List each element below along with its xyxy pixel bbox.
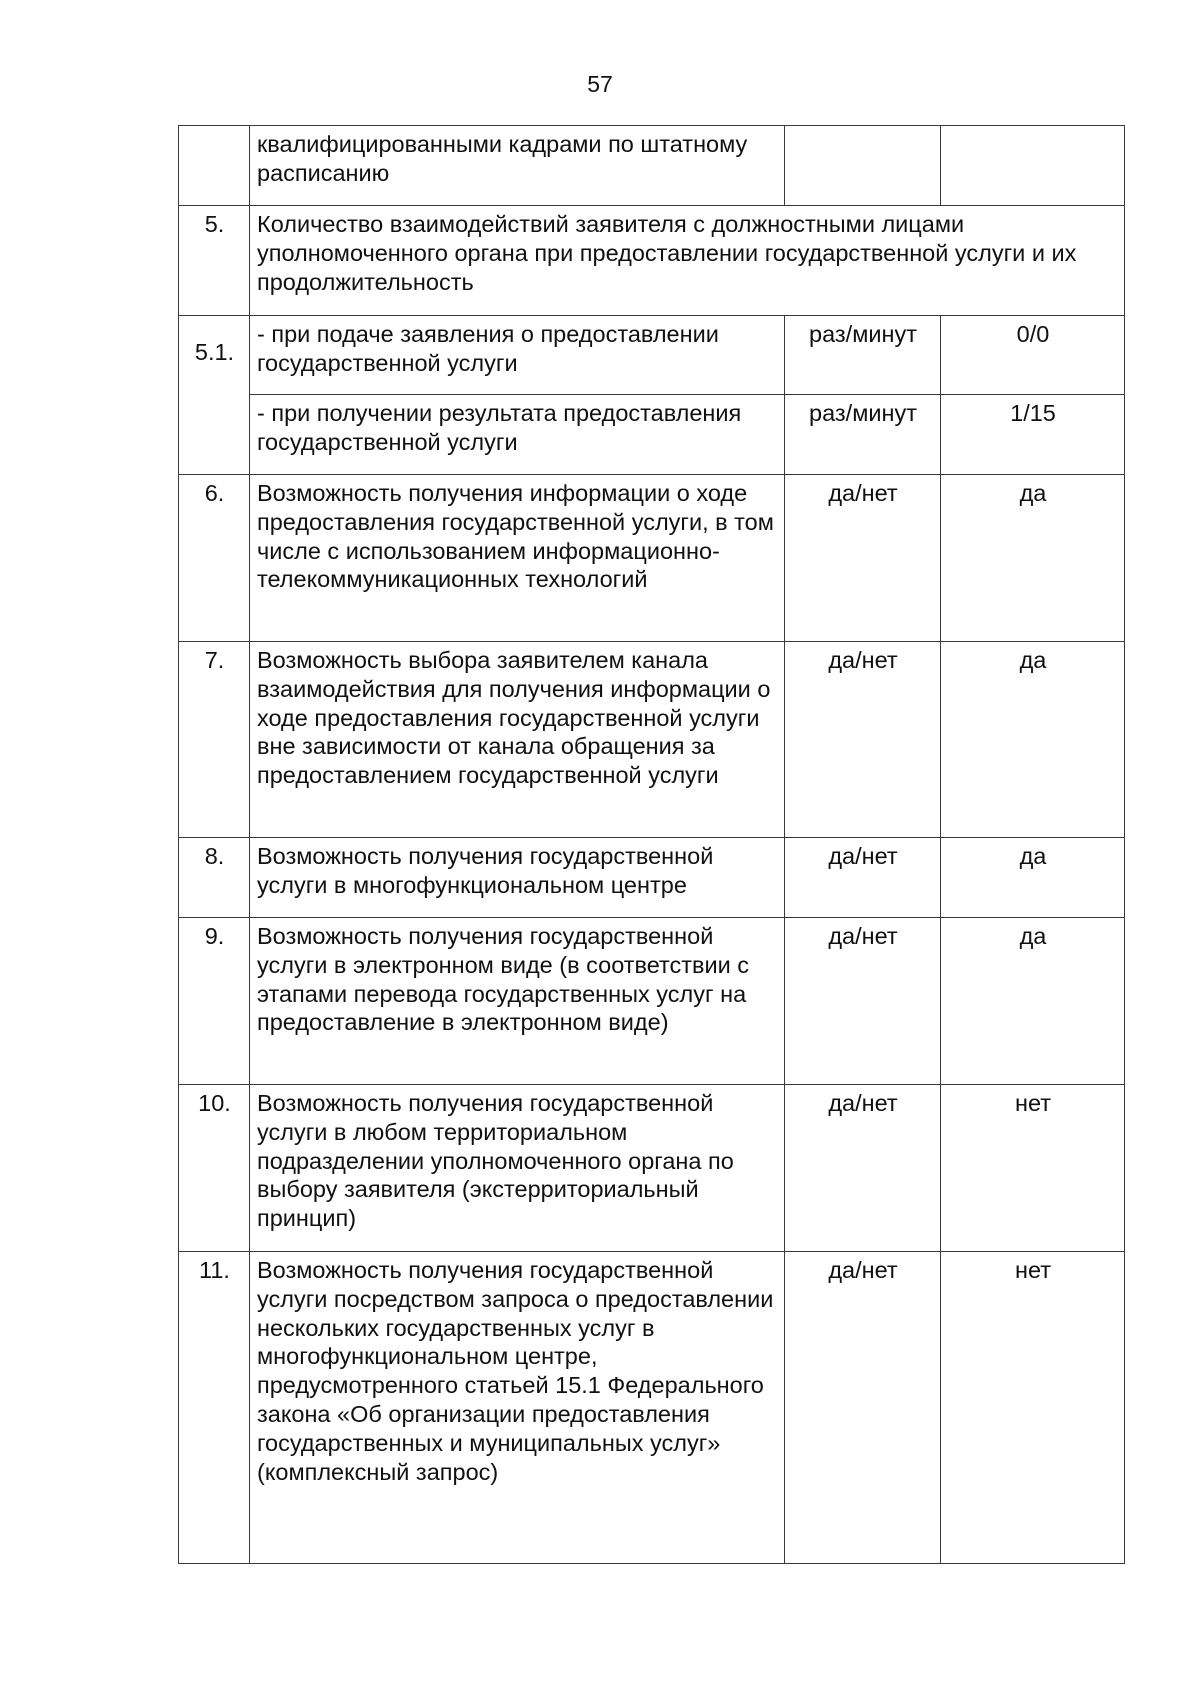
table-row — [179, 642, 1125, 838]
value-cell: нет — [941, 1252, 1125, 1564]
unit-cell: да/нет — [785, 1085, 941, 1252]
row-number: 5.1. — [179, 316, 250, 475]
unit-cell: да/нет — [785, 642, 941, 838]
table-row — [179, 918, 1125, 1085]
value-cell: да — [941, 475, 1125, 642]
row-number: 9. — [179, 918, 250, 1085]
table-row — [179, 206, 1125, 316]
table-row — [179, 316, 1125, 395]
row-number: 5. — [179, 206, 250, 316]
row-number: 10. — [179, 1085, 250, 1252]
indicator-text: Возможность получения государственной услуги в многофункциональном центре — [250, 838, 785, 918]
indicator-text: Возможность получения государственной услуги в электронном виде (в соответствии с этапами перевода государственных услуг на предоставление в электронном виде) — [250, 918, 785, 1085]
value-cell — [941, 126, 1125, 206]
unit-cell: да/нет — [785, 918, 941, 1085]
row-number: 6. — [179, 475, 250, 642]
indicator-text: Возможность получения государственной услуги посредством запроса о предоставлении нескольких государственных услуг в многофункциональном центре, предусмотренного статьей 15.1 Федерального закона «Об организации предоставления государственных и муниципальных услуг» (комплексный запрос) — [250, 1252, 785, 1564]
unit-cell: раз/минут — [785, 316, 941, 395]
table-row — [179, 395, 1125, 475]
row-number: 7. — [179, 642, 250, 838]
unit-cell: раз/минут — [785, 395, 941, 475]
indicator-text: Возможность получения информации о ходе предоставления государственной услуги, в том числе с использованием информационно-телекоммуникационных технологий — [250, 475, 785, 642]
value-cell: 0/0 — [941, 316, 1125, 395]
row-number: 11. — [179, 1252, 250, 1564]
indicators-table — [178, 125, 1125, 1564]
indicator-text: Возможность получения государственной услуги в любом территориальном подразделении уполномоченного органа по выбору заявителя (экстерриториальный принцип) — [250, 1085, 785, 1252]
value-cell: да — [941, 642, 1125, 838]
indicator-text: Возможность выбора заявителем канала взаимодействия для получения информации о ходе предоставления государственной услуги вне зависимости от канала обращения за предоставлением государственной услуги — [250, 642, 785, 838]
indicator-text: - при получении результата предоставления государственной услуги — [250, 395, 785, 475]
row-number: 8. — [179, 838, 250, 918]
indicator-text: квалифицированными кадрами по штатному расписанию — [250, 126, 785, 206]
table-row — [179, 475, 1125, 642]
unit-cell: да/нет — [785, 1252, 941, 1564]
indicator-text: Количество взаимодействий заявителя с должностными лицами уполномоченного органа при предоставлении государственной услуги и их продолжительность — [250, 206, 1125, 316]
unit-cell — [785, 126, 941, 206]
value-cell: да — [941, 918, 1125, 1085]
table-row — [179, 126, 1125, 206]
table-row — [179, 1252, 1125, 1564]
table-row — [179, 1085, 1125, 1252]
value-cell: да — [941, 838, 1125, 918]
unit-cell: да/нет — [785, 475, 941, 642]
row-number — [179, 126, 250, 206]
indicator-text: - при подаче заявления о предоставлении государственной услуги — [250, 316, 785, 395]
value-cell: нет — [941, 1085, 1125, 1252]
page-number: 57 — [587, 71, 613, 97]
value-cell: 1/15 — [941, 395, 1125, 475]
table-row — [179, 838, 1125, 918]
unit-cell: да/нет — [785, 838, 941, 918]
